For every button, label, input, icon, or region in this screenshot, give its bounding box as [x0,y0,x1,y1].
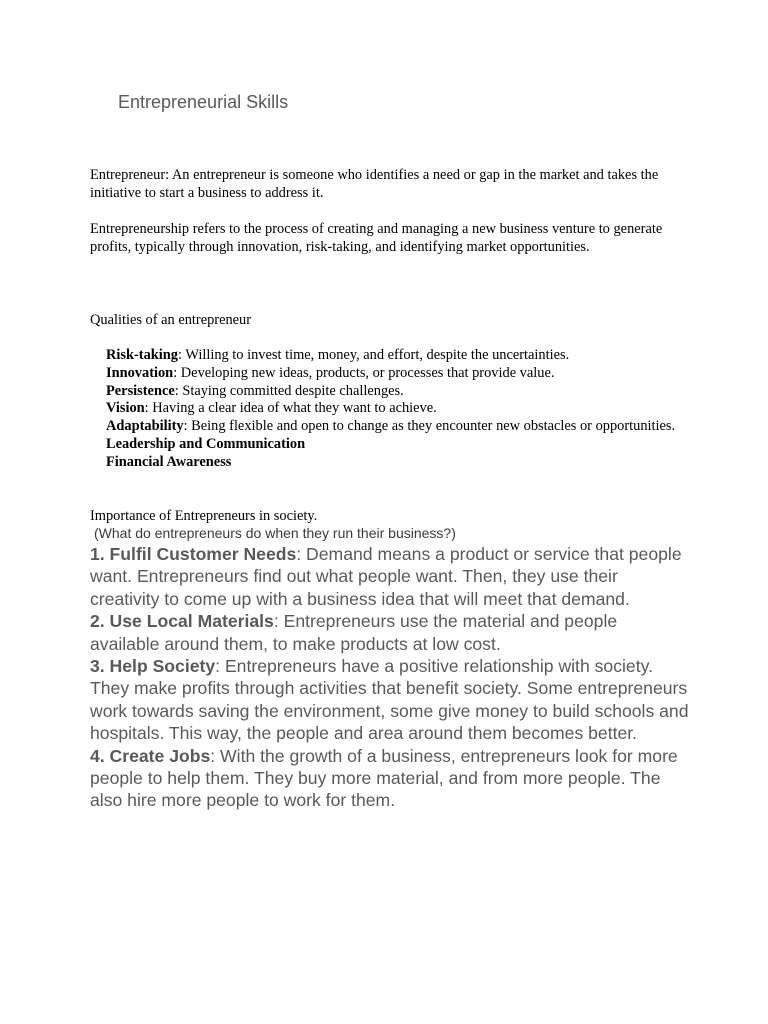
importance-item [90,655,690,745]
quality-term: Adaptability [106,418,184,435]
importance-desc: : Demand means a product or service that people want. Entrepreneurs find out what people want. Then, they use their creativity to come up with a business idea that will meet that demand. [90,544,682,609]
quality-term: Vision [106,400,145,417]
importance-term: 1. Fulfil Customer Needs [90,544,297,564]
entrepreneurship-definition: Entrepreneurship refers to the process of creating and managing a new business venture to generate profits, typically through innovation, risk-taking, and identifying market opportunities. [90,221,663,255]
importance-desc: : Entrepreneurs have a positive relationship with society. They make profits through activities that benefit society. Some entrepreneurs work towards saving the environment, some give money to build schools and hospitals. This way, the people and area around them becomes better. [90,656,689,744]
importance-subheading: (What do entrepreneurs do when they run their business?) [94,525,456,541]
importance-term: 3. Help Society [90,656,216,677]
document-title: Entrepreneurial Skills [118,92,289,112]
entrepreneur-definition: Entrepreneur: An entrepreneur is someone who identifies a need or gap in the market and takes the initiative to start a business to address it. [90,167,659,201]
quality-desc: : Staying committed despite challenges. [174,382,404,399]
importance-term: 4. Create Jobs [90,745,211,766]
quality-item [90,365,690,383]
quality-term: Risk-taking [106,347,178,363]
quality-desc: : Having a clear idea of what they want to achieve. [144,400,437,417]
importance-heading: Importance of Entrepreneurs in society. [90,508,318,524]
quality-desc: : Developing new ideas, products, or processes that provide value. [173,364,555,381]
quality-item [90,383,690,401]
quality-term: Innovation [106,364,174,381]
importance-item [90,610,690,655]
quality-desc: : Willing to invest time, money, and effort, despite the uncertainties. [177,347,570,363]
qualities-list [90,347,690,472]
quality-item [90,347,690,365]
qualities-heading: Qualities of an entrepreneur [90,312,252,328]
importance-list [90,543,690,812]
quality-term: Leadership and Communication [106,435,306,452]
importance-item [90,745,690,812]
importance-item [90,543,690,610]
quality-term: Persistence [106,382,175,399]
importance-term: 2. Use Local Materials [90,611,274,632]
importance-desc: : Entrepreneurs use the material and people available around them, to make products at low cost. [90,611,618,654]
quality-item [90,454,690,472]
quality-item [90,436,690,454]
quality-desc: : Being flexible and open to change as they encounter new obstacles or opportunities. [183,418,676,435]
quality-item [90,400,690,418]
quality-item [90,418,690,436]
importance-desc: : With the growth of a business, entrepreneurs look for more people to help them. They buy more material, and from more people. The also hire more people to work for them. [90,745,678,811]
quality-term: Financial Awareness [106,453,232,470]
